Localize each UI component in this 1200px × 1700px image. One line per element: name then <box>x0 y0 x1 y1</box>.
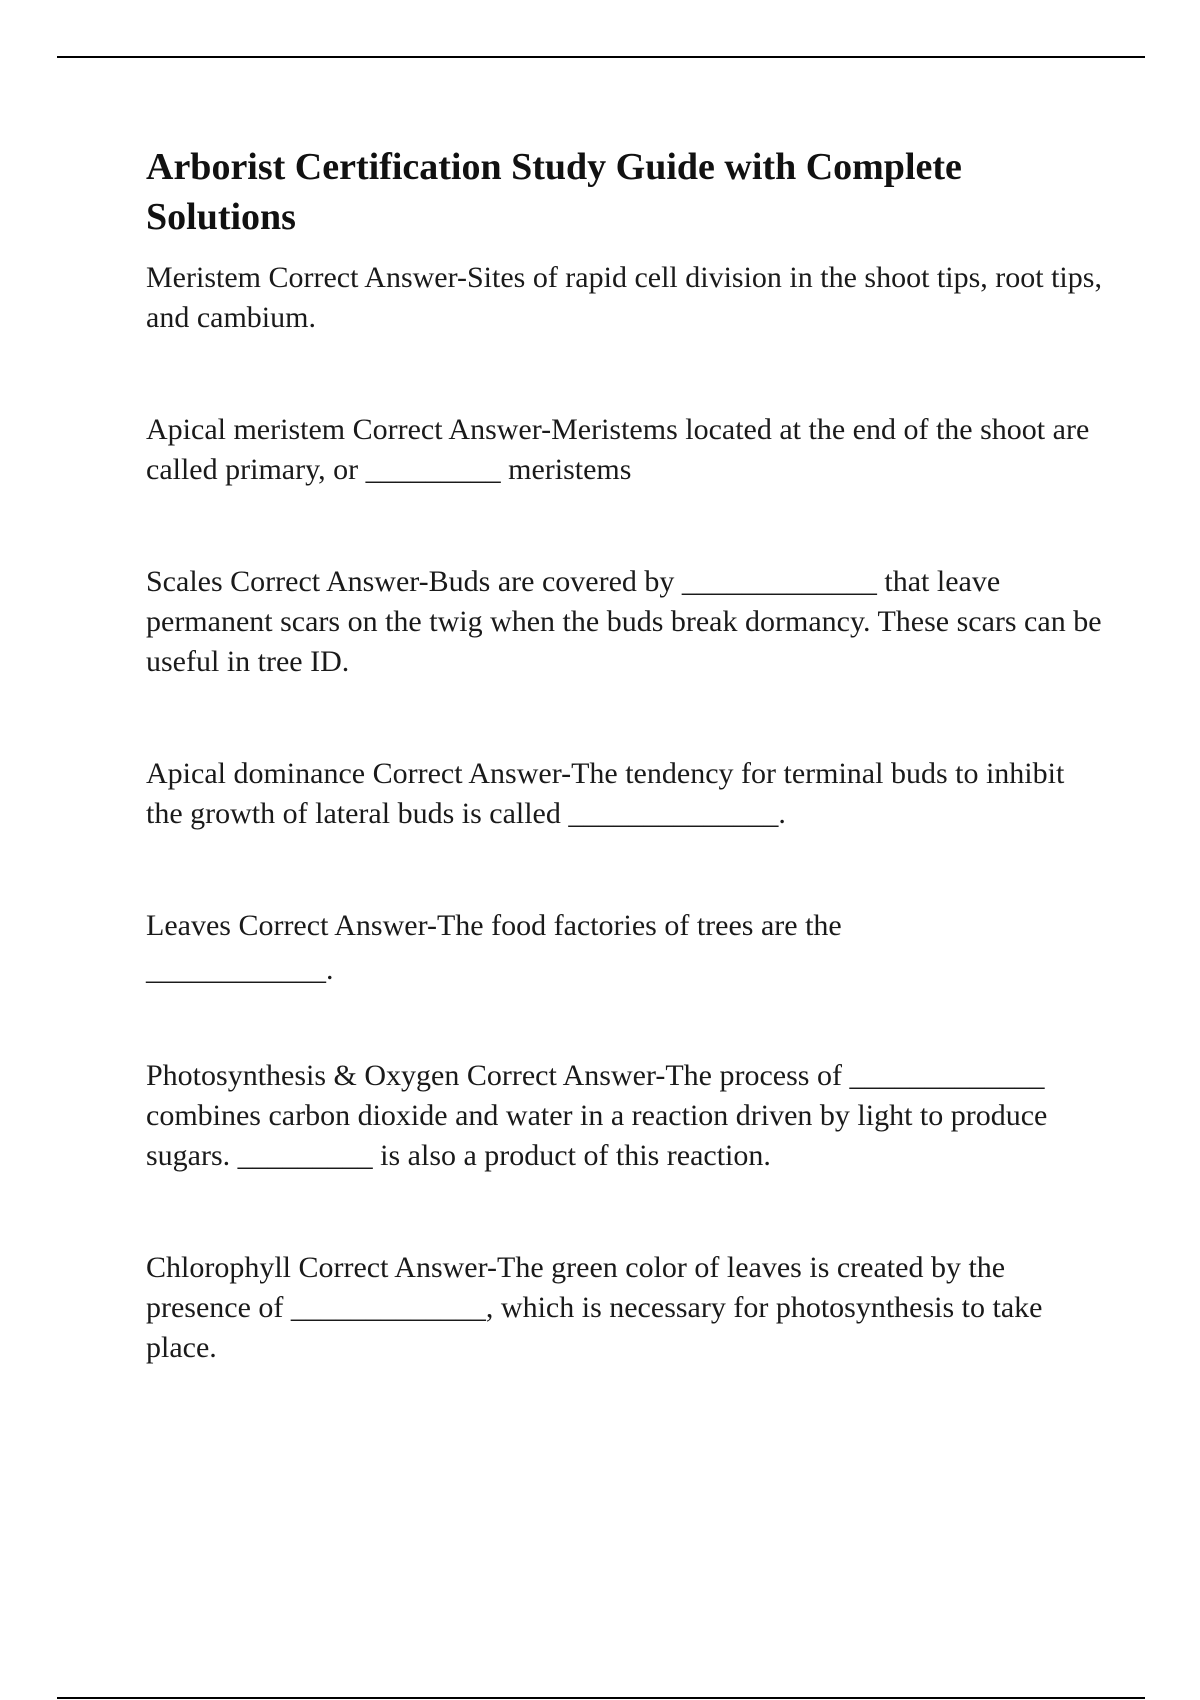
study-entry-leaves-line2: ____________. <box>146 953 334 986</box>
study-entry-leaves <box>146 906 1106 990</box>
study-entry-meristem: Meristem Correct Answer-Sites of rapid cell division in the shoot tips, root tips, and cambium. <box>146 261 1102 334</box>
study-entry-leaves-line1: Leaves Correct Answer-The food factories of trees are the <box>146 909 842 942</box>
bottom-divider <box>57 1697 1145 1699</box>
study-entry-chlorophyll: Chlorophyll Correct Answer-The green color of leaves is created by the presence of _____________, which is necessary for photosynthesis to take place. <box>146 1251 1043 1364</box>
study-entry-scales: Scales Correct Answer-Buds are covered by _____________ that leave permanent scars on the twig when the buds break dormancy. These scars can be useful in tree ID. <box>146 565 1102 678</box>
document-body <box>146 142 1106 1368</box>
study-entry-photosynthesis: Photosynthesis & Oxygen Correct Answer-The process of _____________ combines carbon dioxide and water in a reaction driven by light to produce sugars. _________ is also a product of this reaction. <box>146 1059 1048 1172</box>
document-title: Arborist Certification Study Guide with Complete Solutions <box>146 146 962 238</box>
study-entry-apical-meristem: Apical meristem Correct Answer-Meristems located at the end of the shoot are called primary, or _________ meristems <box>146 413 1090 486</box>
top-divider <box>57 56 1145 58</box>
study-entry-apical-dominance: Apical dominance Correct Answer-The tendency for terminal buds to inhibit the growth of lateral buds is called ______________. <box>146 757 1065 830</box>
